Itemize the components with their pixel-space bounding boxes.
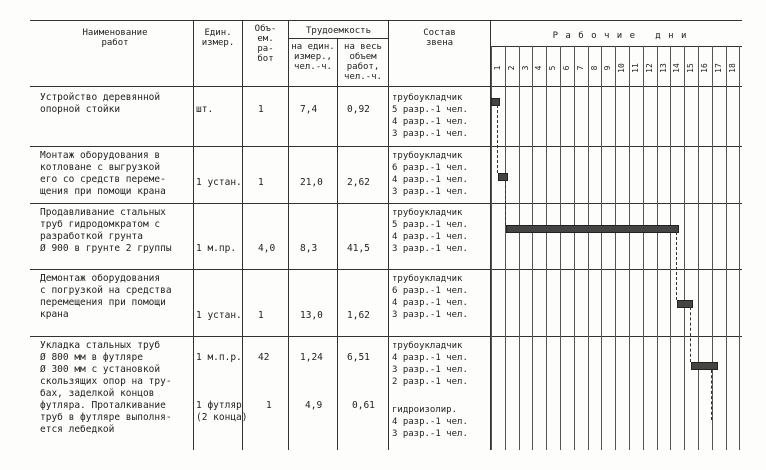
dependency-link: [676, 232, 677, 300]
day-grid-line: [643, 46, 644, 450]
day-grid-line: [684, 46, 685, 450]
row-separator: [30, 336, 742, 337]
header-unit: Един. измер.: [201, 28, 235, 48]
row-name: Продавливание стальных труб гидродомкратом с разработкой грунта Ø 900 в грунте 2 группы: [40, 207, 172, 254]
rule: [288, 20, 289, 450]
row-crew: трубоукладчик 4 разр.-1 чел. 3 разр.-1 чел. 2 разр.-1 чел.: [392, 341, 468, 387]
row-volume: 1: [258, 310, 264, 321]
row-unit-2: 1 футляр (2 конца): [196, 400, 248, 423]
row-volume: 42: [258, 352, 270, 363]
row-crew: трубоукладчик 5 разр.-1 чел. 4 разр.-1 чел. 3 разр.-1 чел.: [392, 93, 468, 139]
row-volume: 4,0: [258, 243, 276, 254]
header-days-title: Р а б о ч и е д н и: [552, 31, 688, 41]
rule: [288, 38, 388, 39]
rule: [30, 20, 742, 21]
day-number: 16: [700, 63, 709, 73]
row-crew: трубоукладчик 6 разр.-1 чел. 4 разр.-1 чел. 3 разр.-1 чел.: [392, 274, 468, 320]
day-grid-line: [601, 46, 602, 450]
row-unit: 1 м.п.р.: [196, 352, 242, 363]
day-number: 14: [672, 63, 682, 73]
row-name: Укладка стальных труб Ø 800 мм в футляре Ø 300 мм с установкой скользящих опор на тру- бах, заделкой концов футляра. Проталкивание труб в футляре выполня- ется лебедкой: [40, 340, 172, 435]
row-unit: 1 м.пр.: [196, 243, 237, 254]
row-volume: 1: [258, 104, 264, 115]
header-name: Наименование работ: [82, 28, 148, 48]
day-grid-line: [505, 46, 506, 450]
header-volume: Объ- ем. ра- бот: [254, 24, 277, 64]
gantt-bar: [691, 362, 718, 370]
row-volume-2: 1: [266, 400, 272, 411]
day-number: 15: [686, 63, 696, 73]
day-number: 12: [644, 63, 654, 73]
gantt-bar: [498, 173, 508, 181]
rule: [337, 38, 338, 450]
row-name: Монтаж оборудования в котловане с выгрузкой его со средств переме- щения при помощи крана: [40, 150, 166, 197]
day-number: 17: [713, 63, 723, 73]
day-number: 1: [493, 65, 502, 71]
row-per-unit: 8,3: [300, 243, 318, 254]
dependency-link: [497, 105, 498, 173]
day-number: 6: [562, 65, 571, 71]
day-grid-line: [670, 46, 671, 450]
row-total: 41,5: [347, 243, 370, 254]
row-per-unit-2: 4,9: [305, 400, 323, 411]
day-number: 2: [506, 65, 516, 71]
day-grid-line: [657, 46, 658, 450]
row-unit: шт.: [196, 104, 214, 115]
day-grid-line: [560, 46, 561, 450]
row-total: 1,62: [347, 310, 370, 321]
row-total: 0,92: [347, 104, 370, 115]
dependency-link: [690, 307, 691, 362]
day-grid-line: [629, 46, 630, 450]
day-number: 7: [575, 65, 585, 71]
day-grid-line: [574, 46, 575, 450]
row-separator: [30, 146, 742, 147]
header-crew: Состав звена: [423, 28, 456, 48]
day-grid-line: [712, 46, 713, 450]
day-number: 10: [617, 63, 627, 73]
row-separator: [30, 203, 742, 204]
row-crew: трубоукладчик 5 разр.-1 чел. 4 разр.-1 чел. 3 разр.-1 чел.: [392, 208, 468, 254]
row-per-unit: 7,4: [300, 104, 318, 115]
row-unit: 1 устан.: [196, 177, 242, 188]
row-per-unit: 13,0: [300, 310, 323, 321]
row-unit: 1 устан.: [196, 310, 242, 321]
day-number: 5: [548, 65, 558, 71]
day-grid-line: [588, 46, 589, 450]
day-number: 4: [534, 65, 544, 71]
row-crew: трубоукладчик 6 разр.-1 чел. 4 разр.-1 чел. 3 разр.-1 чел.: [392, 151, 468, 197]
day-grid-line: [726, 46, 727, 450]
day-number: 3: [520, 65, 530, 71]
row-total-2: 0,61: [352, 400, 375, 411]
gantt-bar: [506, 225, 679, 233]
day-number: 9: [603, 65, 613, 71]
row-name: Демонтаж оборудования с погрузкой на средства перемещения при помощи крана: [40, 273, 172, 320]
day-grid-line: [739, 46, 740, 450]
row-total: 2,62: [347, 177, 370, 188]
rule: [242, 20, 243, 450]
row-separator: [30, 269, 742, 270]
day-grid-line: [491, 46, 492, 450]
row-total: 6,51: [347, 352, 370, 363]
day-number: 13: [658, 63, 668, 73]
row-per-unit: 1,24: [300, 352, 323, 363]
day-number: 18: [727, 63, 737, 73]
row-name: Устройство деревянной опорной стойки: [40, 92, 161, 115]
row-volume: 1: [258, 177, 264, 188]
row-per-unit: 21,0: [300, 177, 323, 188]
header-labor-total: на весь объем работ, чел.-ч.: [344, 42, 382, 82]
gantt-bar: [491, 98, 500, 106]
day-number: 8: [589, 65, 599, 71]
day-grid-line: [698, 46, 699, 450]
rule: [193, 20, 194, 450]
rule: [388, 20, 389, 450]
day-grid-line: [615, 46, 616, 450]
day-number: 11: [631, 63, 640, 73]
day-grid-line: [532, 46, 533, 450]
day-grid-line: [519, 46, 520, 450]
day-grid-line: [546, 46, 547, 450]
header-labor-per-unit: на един. измер., чел.-ч.: [291, 42, 335, 72]
header-labor: Трудоемкость: [305, 26, 372, 36]
rule: [30, 86, 742, 87]
dependency-link: [711, 370, 712, 420]
row-crew-2: гидроизолир. 4 разр.-1 чел. 3 разр.-1 чел.: [392, 405, 468, 439]
dependency-link: [505, 180, 506, 225]
